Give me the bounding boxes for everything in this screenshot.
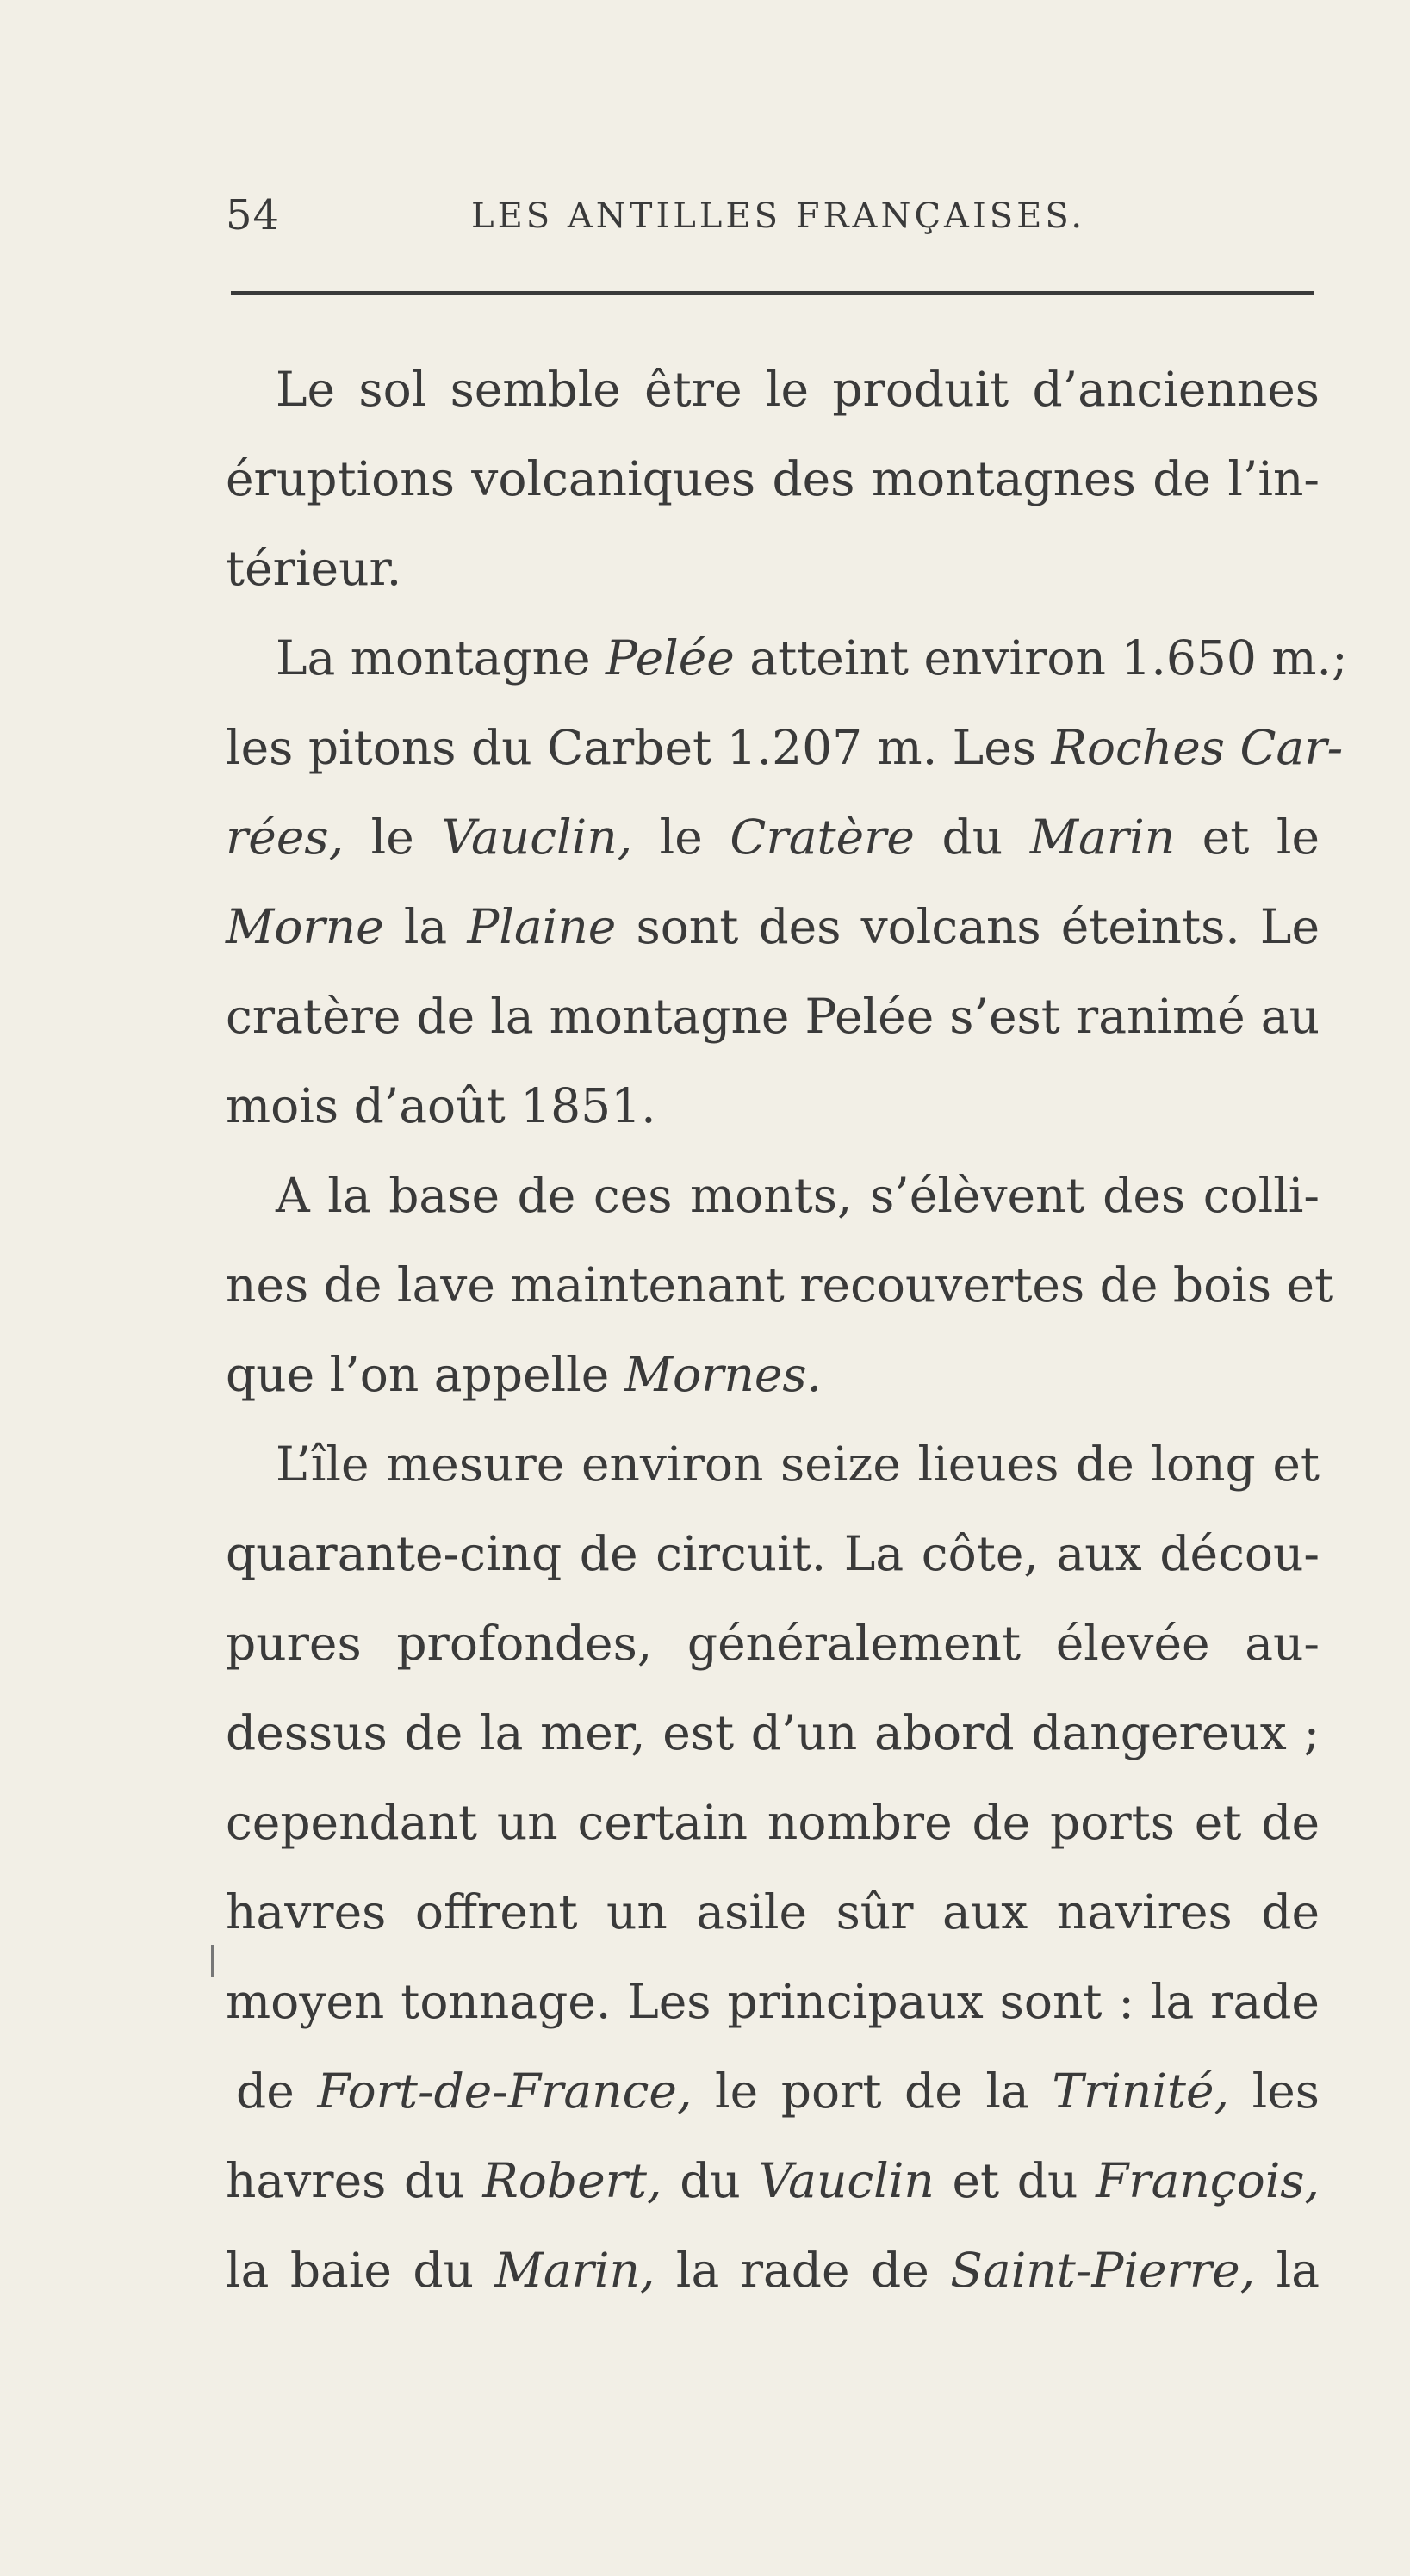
text-run: les: [1229, 2064, 1320, 2119]
italic-run: Morne: [226, 899, 384, 954]
italic-run: Vauclin,: [441, 810, 633, 865]
text-line: [226, 1151, 1320, 1240]
text-run: mois d’août 1851.: [226, 1078, 656, 1133]
italic-run: Vauclin: [758, 2153, 935, 2208]
italic-run: Mornes.: [624, 1347, 823, 1402]
text-run: les pitons du Carbet 1.207 m. Les: [226, 720, 1052, 775]
text-run: la: [1255, 2243, 1320, 2298]
text-run: A la base de ces monts, s’élèvent des colli-: [276, 1168, 1320, 1223]
text-run: la baie du: [226, 2243, 495, 2298]
text-line: [226, 2136, 1320, 2225]
italic-run: Marin: [1029, 810, 1176, 865]
text-run: le port de la: [692, 2064, 1053, 2119]
text-run: que l’on appelle: [226, 1347, 624, 1402]
text-run: éruptions volcaniques des montagnes de l’in-: [226, 451, 1320, 506]
text-run: du: [914, 810, 1030, 865]
italic-run: Pelée: [606, 630, 735, 686]
text-run: la: [383, 899, 468, 954]
text-line: [226, 524, 1320, 613]
text-line: [226, 1061, 1320, 1151]
text-line: [226, 345, 1320, 434]
text-run: cependant un certain nombre de ports et de: [226, 1795, 1320, 1850]
text-line: [226, 1957, 1320, 2046]
italic-run: rées,: [226, 810, 345, 865]
text-run: quarante-cinq de circuit. La côte, aux décou-: [226, 1526, 1320, 1581]
text-run: et le: [1175, 810, 1320, 865]
text-run: sont des volcans éteints. Le: [616, 899, 1320, 954]
text-run: du: [662, 2153, 759, 2208]
text-line: [226, 1598, 1320, 1688]
text-run: le: [344, 810, 442, 865]
text-run: de: [236, 2064, 318, 2119]
text-run: Le sol semble être le produit d’anciennes: [276, 362, 1320, 417]
text-line: [226, 434, 1320, 524]
header-rule: [231, 291, 1314, 295]
text-line: [226, 703, 1344, 792]
italic-run: Marin,: [494, 2243, 655, 2298]
italic-run: Fort-de-France,: [317, 2064, 693, 2119]
italic-run: Roches Car-: [1051, 720, 1344, 775]
text-line: [226, 1867, 1320, 1957]
text-line: [226, 2046, 1320, 2136]
text-line: [226, 1509, 1320, 1598]
running-header: [226, 191, 1311, 243]
text-run: le: [632, 810, 730, 865]
italic-run: Plaine: [467, 899, 617, 954]
text-run: atteint environ 1.650 m.;: [734, 630, 1348, 686]
italic-run: Saint-Pierre,: [950, 2243, 1256, 2298]
text-line: [226, 1688, 1320, 1778]
text-line: [226, 971, 1320, 1061]
text-line: [226, 1330, 1320, 1419]
text-line: [226, 792, 1320, 882]
body-text: [226, 345, 1348, 2315]
text-run: et du: [934, 2153, 1096, 2208]
text-run: térieur.: [226, 541, 402, 596]
italic-run: Cratère: [730, 810, 915, 865]
print-mark: [211, 1945, 214, 1977]
text-line: [226, 882, 1320, 971]
running-title: LES ANTILLES FRANÇAISES.: [471, 196, 1086, 236]
page-number: 54: [226, 191, 281, 239]
text-run: moyen tonnage. Les principaux sont : la rade: [226, 1974, 1320, 2029]
text-run: nes de lave maintenant recouvertes de bois et: [226, 1257, 1334, 1313]
text-run: havres offrent un asile sûr aux navires de: [226, 1884, 1320, 1940]
text-line: [226, 1240, 1334, 1330]
text-line: [226, 1778, 1320, 1867]
text-run: dessus de la mer, est d’un abord dangereux ;: [226, 1705, 1320, 1760]
text-run: havres du: [226, 2153, 483, 2208]
text-run: cratère de la montagne Pelée s’est ranimé au: [226, 989, 1320, 1044]
text-line: [226, 2225, 1320, 2315]
text-line: [226, 613, 1348, 703]
italic-run: Robert,: [482, 2153, 662, 2208]
italic-run: Trinité,: [1052, 2064, 1230, 2119]
text-run: L’île mesure environ seize lieues de long et: [276, 1437, 1320, 1492]
text-run: pures profondes, généralement élevée au-: [226, 1616, 1320, 1671]
text-run: La montagne: [276, 630, 606, 686]
italic-run: François,: [1096, 2153, 1320, 2208]
text-line: [226, 1419, 1320, 1509]
text-run: la rade de: [655, 2243, 951, 2298]
